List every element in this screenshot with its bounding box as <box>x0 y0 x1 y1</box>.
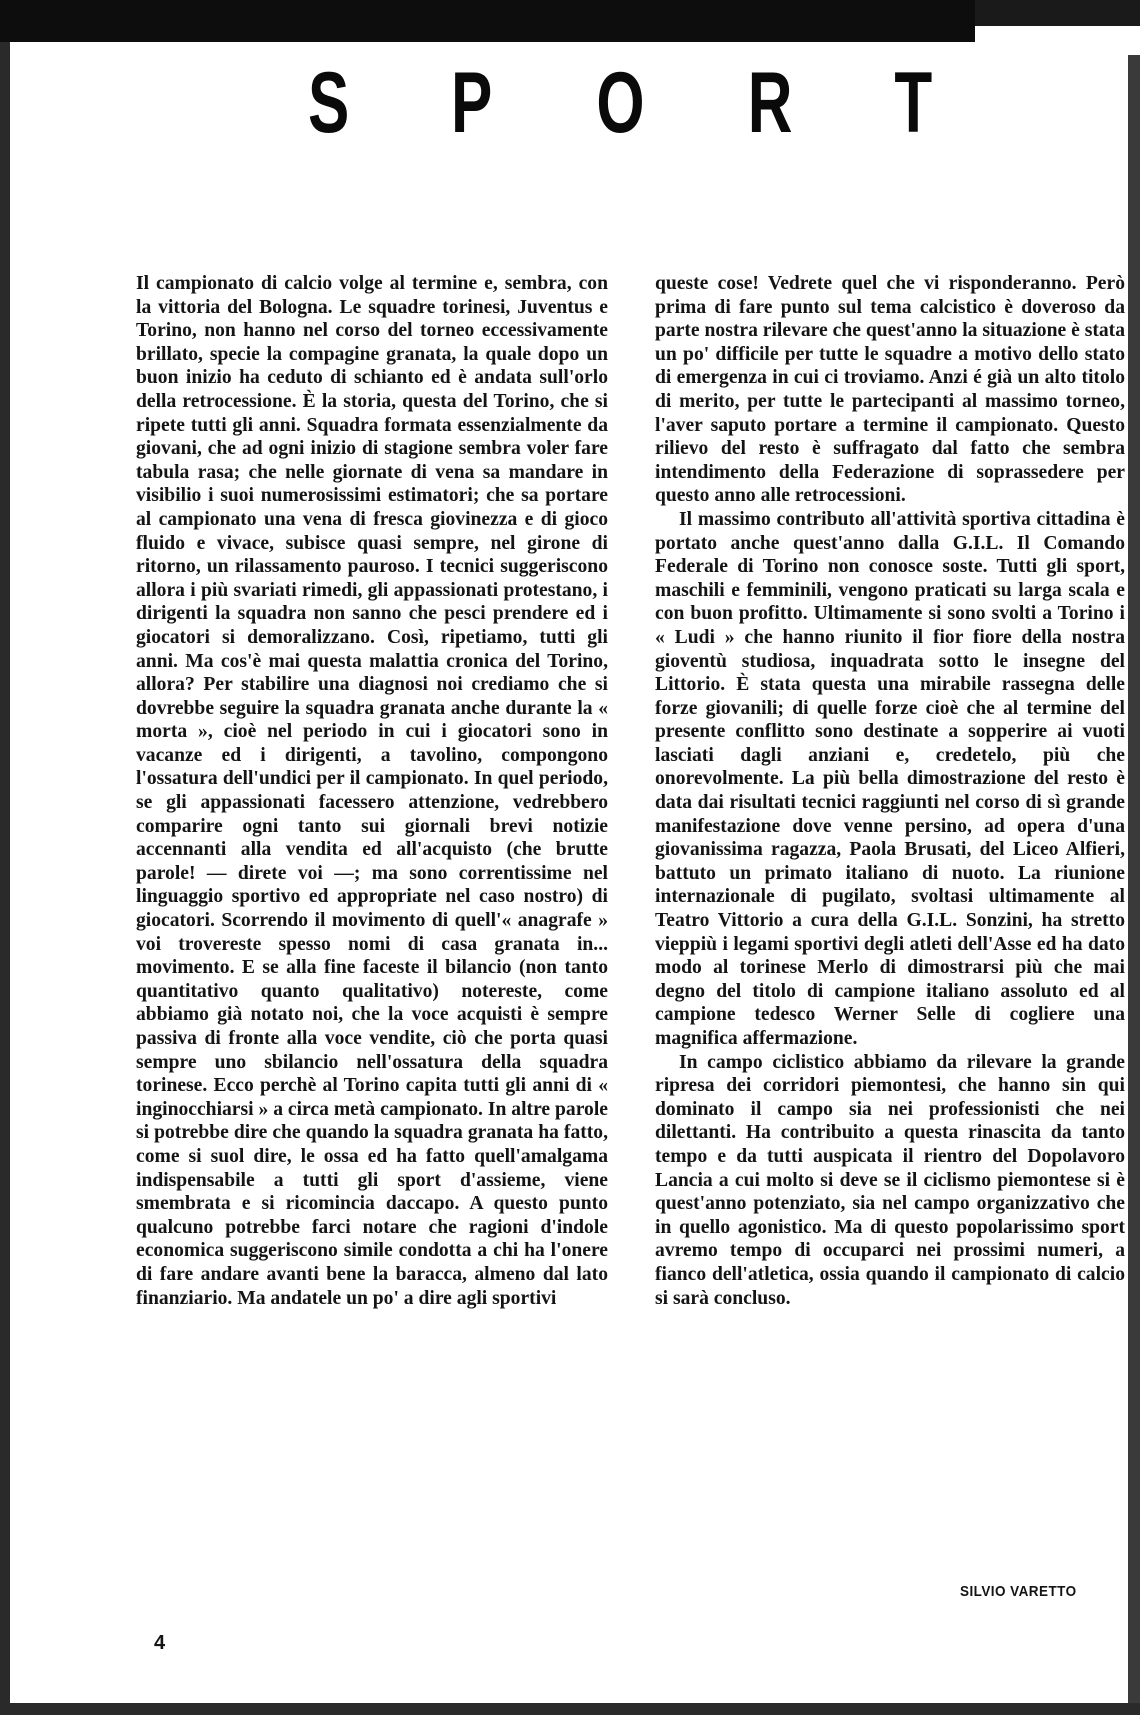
title-letter-p: P <box>451 55 493 151</box>
article-paragraph: Il massimo contributo all'attività sportiva cittadina è portato anche quest'anno dalla G.I.L. Il Comando Federale di Torino non conosce soste. Tutti gli sport, maschili e femminili, vengono praticati su larga scala e con buon profitto. Ultimamente si sono svolti a Torino i « Ludi » che hanno riunito il fior fiore della nostra gioventù studiosa, inquadrata sotto le insegne del Littorio. È stata questa una mirabile rassegna delle forze giovanili; di quelle forze cioè che al termine del presente conflitto sono destinate a sopperire ai vuoti lasciati dagli anziani e, credetelo, più che onorevolmente. La più bella dimostrazione del resto è data dai risultati tecnici raggiunti nel corso di sì grande manifestazione dove venne persino, ad opera d'una giovanissima ragazza, Paola Brusati, del Liceo Alfieri, battuto un primato italiano di nuoto. La riunione internazionale di pugilato, svoltasi ultimamente al Teatro Vittorio a cura della G.I.L. Sonzini, ha stretto vieppiù i legami sportivi degli atleti dell'Asse ed ha dato modo al torinese Merlo di dimostrarsi più che mai degno del titolo di campione italiano assoluto ed al campione tedesco Werner Selle di cogliere una magnifica affermazione. <box>655 508 1125 1049</box>
scan-left-edge <box>0 0 10 1715</box>
title-letter-s: S <box>308 55 350 151</box>
author-signature: SILVIO VARETTO <box>960 1583 1077 1600</box>
section-title <box>300 55 940 151</box>
scan-right-edge <box>1128 55 1140 1715</box>
scan-bottom-edge <box>0 1703 1140 1715</box>
article-right-column <box>655 272 1125 1310</box>
title-letter-o: O <box>595 55 645 151</box>
scan-top-bar-right <box>975 0 1140 26</box>
page-number: 4 <box>154 1632 166 1654</box>
scan-top-bar <box>0 0 975 42</box>
title-letter-t: T <box>894 55 933 151</box>
article-paragraph: Il campionato di calcio volge al termine e, sembra, con la vittoria del Bologna. Le squadre torinesi, Juventus e Torino, non hanno nel corso del torneo eccessivamente brillato, specie la compagine granata, la quale dopo un buon inizio ha ceduto di schianto ed è andata sull'orlo della retrocessione. È la storia, questa del Torino, che si ripete tutti gli anni. Squadra formata essenzialmente da giovani, che ad ogni inizio di stagione sembra voler fare tabula rasa; che nelle giornate di vena sa mandare in visibilio i suoi numerosissimi estimatori; che sa portare al campionato una vena di fresca giovinezza e di gioco fluido e vivace, subisce quasi sempre, nel girone di ritorno, un rilassamento pauroso. I tecnici suggeriscono allora i più svariati rimedi, gli appassionati protestano, i dirigenti la squadra non sanno che pesci prendere ed i giocatori si demoralizzano. Così, ripetiamo, tutti gli anni. Ma cos'è mai questa malattia cronica del Torino, allora? Per stabilire una diagnosi noi crediamo che si dovrebbe seguire la squadra granata anche durante la « morta », cioè nel periodo in cui i giocatori sono in vacanze ed i dirigenti, a tavolino, compongono l'ossatura dell'undici per il campionato. In quel periodo, se gli appassionati facessero attenzione, vedrebbero comparire ogni tanto sui giornali brevi notizie accennanti alla vendita ed all'acquisto (che brutte parole! — direte voi —; ma sono correntissime nel linguaggio sportivo ed appropriate nel caso nostro) di giocatori. Scorrendo il movimento di quell'« anagrafe » voi trovereste spesso nomi di casa granata in... movimento. E se alla fine faceste il bilancio (non tanto quantitativo quanto qualitativo) notereste, come abbiamo già notato noi, che la voce acquisti è sempre passiva di fronte alla voce vendite, ciò che porta quasi sempre uno sbilancio nell'ossatura della squadra torinese. Ecco perchè al Torino capita tutti gli anni di « inginocchiarsi » a circa metà campionato. In altre parole si potrebbe dire che quando la squadra granata ha fatto, come si suol dire, le ossa ed ha fatto quell'amalgama indispensabile a tutti gli sport d'assieme, viene smembrata e si ricomincia daccapo. A questo punto qualcuno potrebbe farci notare che ragioni d'indole economica suggeriscono simile condotta a chi ha l'onere di fare andare avanti bene la baracca, almeno dal lato finanziario. Ma andatele un po' a dire agli sportivi <box>136 273 608 1309</box>
title-letter-r: R <box>748 55 793 151</box>
article-paragraph: queste cose! Vedrete quel che vi risponderanno. Però prima di fare punto sul tema calcistico è doveroso da parte nostra rilevare che quest'anno la situazione è stata un po' difficile per tutte le squadre a motivo dello stato di emergenza in cui ci troviamo. Anzi é già un alto titolo di merito, per tutte le partecipanti al massimo torneo, l'aver saputo portare a termine il campionato. Questo rilievo del resto è suffragato dal fatto che sembra intendimento della Federazione di soprassedere per questo anno alle retrocessioni. <box>655 273 1125 507</box>
article-left-column <box>136 272 608 1310</box>
article-paragraph: In campo ciclistico abbiamo da rilevare la grande ripresa dei corridori piemontesi, che hanno sin qui dominato il campo sia nei professionisti che nei dilettanti. Ha contribuito a questa rinascita da tanto tempo e da tutti auspicata il rientro del Dopolavoro Lancia a cui molto si deve se il ciclismo piemontese si è quest'anno potenziato, sia nel campo organizzativo che in quello agonistico. Ma di questo popolarissimo sport avremo tempo di occuparci nei prossimi numeri, a fianco dell'atletica, ossia quando il campionato di calcio si sarà concluso. <box>655 1051 1125 1309</box>
